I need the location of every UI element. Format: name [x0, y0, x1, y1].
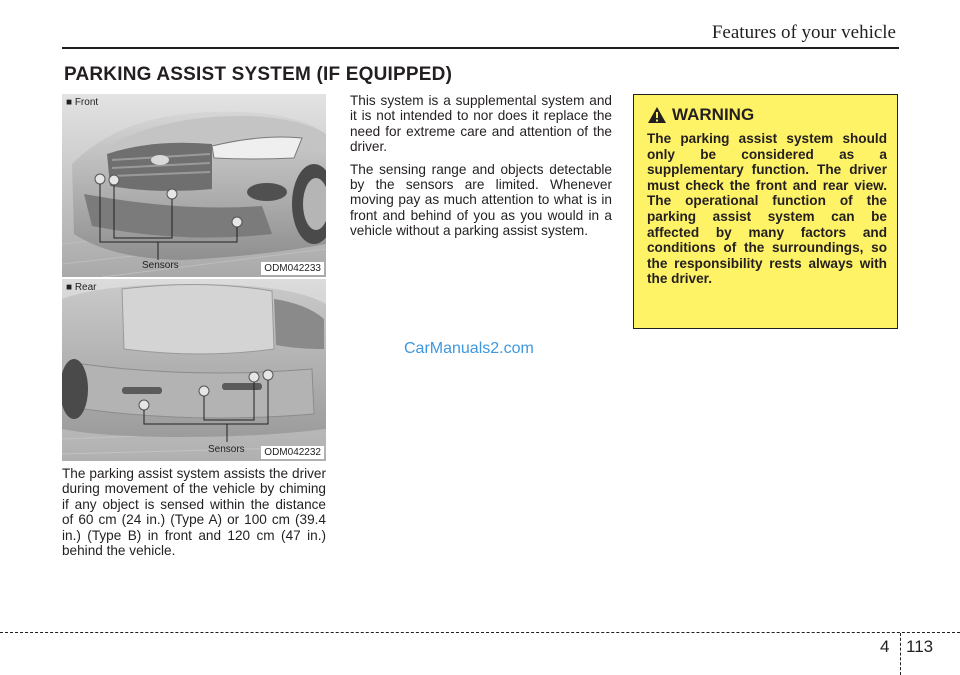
warning-header	[648, 105, 754, 125]
watermark: CarManuals2.com	[404, 340, 534, 357]
rear-figure-code: ODM042232	[261, 446, 324, 459]
front-figure-label: ■ Front	[66, 97, 99, 108]
front-car-illustration	[62, 94, 326, 277]
front-figure-code: ODM042233	[261, 262, 324, 275]
supplemental-paragraph: This system is a supplemental system and it is not intended to nor does it replace the need for extreme care and attention of the driver.	[350, 93, 612, 155]
warning-triangle-icon	[648, 107, 666, 123]
header-divider	[62, 47, 899, 49]
warning-text: The parking assist system should only be considered as a supplementary function. The driver must check the front and rear view. The operational function of the parking assist system can be affected by many factors and conditions of the surroundings, so the responsibility rests always with the driver.	[647, 131, 887, 287]
front-sensor-figure	[62, 94, 326, 277]
footer-page-separator	[900, 633, 901, 675]
front-sensors-label: Sensors	[142, 260, 179, 271]
rear-figure-label: ■ Rear	[66, 282, 97, 293]
warning-title: WARNING	[672, 105, 755, 124]
intro-paragraph: The parking assist system assists the driver during movement of the vehicle by chiming if any object is sensed within the distance of 60 cm (24 in.) (Type A) or 100 cm (39.4 in.) (Type B) in front and 120 cm (47 in.) behind the vehicle.	[62, 466, 326, 559]
warning-box	[633, 94, 898, 329]
description-column	[350, 93, 612, 246]
page-number: 113	[906, 637, 934, 656]
rear-car-illustration	[62, 279, 326, 461]
footer-divider	[0, 632, 960, 633]
section-title: PARKING ASSIST SYSTEM (IF EQUIPPED)	[64, 64, 453, 85]
rear-sensors-label: Sensors	[208, 444, 245, 455]
header-title: Features of your vehicle	[711, 22, 896, 43]
sensing-range-paragraph: The sensing range and objects detectable by the sensors are limited. Whenever moving pay as much attention to what is in front and behind of you as you would in a vehicle without a parking assist system.	[350, 161, 612, 239]
chapter-number: 4	[880, 637, 890, 656]
rear-sensor-figure	[62, 279, 326, 461]
